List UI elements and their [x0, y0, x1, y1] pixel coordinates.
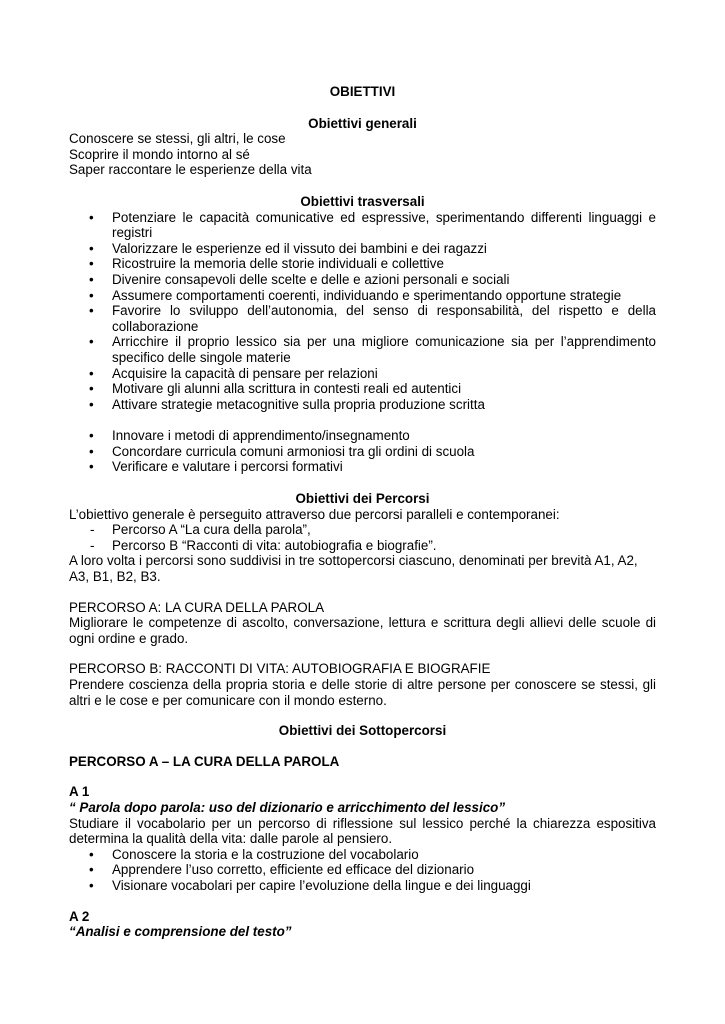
paths-list: [69, 522, 656, 553]
document-title: OBIETTIVI: [329, 84, 396, 99]
path-a-text: Migliorare le competenze di ascolto, conversazione, lettura e scrittura degli allievi delle scuole di ogni ordine e grado.: [69, 615, 656, 646]
transversal-objectives-list: [69, 210, 656, 413]
a2-title: “Analisi e comprensione del testo”: [69, 924, 292, 940]
a1-title: “ Parola dopo parola: uso del dizionario e arricchimento del lessico”: [69, 799, 506, 815]
a1-code: A 1: [69, 784, 90, 800]
list-item: • Valorizzare le esperienze ed il vissuto dei bambini e dei ragazzi: [69, 241, 656, 257]
list-item: • Visionare vocabolari per capire l’evoluzione della lingue e dei linguaggi: [69, 878, 656, 894]
list-item: • Potenziare le capacità comunicative ed espressive, sperimentando differenti linguaggi e registri: [69, 210, 656, 241]
list-item: • Arricchire il proprio lessico sia per una migliore comunicazione sia per l’apprendimento specifico delle singole materie: [69, 334, 656, 365]
general-objective-line: Scoprire il mondo intorno al sé: [69, 146, 250, 162]
list-item: • Ricostruire la memoria delle storie individuali e collettive: [69, 256, 656, 272]
list-item: • Innovare i metodi di apprendimento/insegnamento: [69, 428, 656, 444]
paths-objectives-heading: Obiettivi dei Percorsi: [295, 491, 430, 507]
document-page: [69, 84, 656, 940]
transversal-objectives-list-2: [69, 428, 656, 475]
path-b-title: PERCORSO B: RACCONTI DI VITA: AUTOBIOGRAFIA E BIOGRAFIE: [69, 661, 491, 677]
list-item: • Acquisire la capacità di pensare per relazioni: [69, 366, 656, 382]
list-item: - Percorso A “La cura della parola”,: [69, 522, 656, 538]
list-item: • Apprendere l’uso corretto, efficiente ed efficace del dizionario: [69, 862, 656, 878]
a2-code: A 2: [69, 908, 90, 924]
list-item: • Favorire lo sviluppo dell’autonomia, del senso di responsabilità, del rispetto e della collaborazione: [69, 303, 656, 334]
list-item: • Motivare gli alunni alla scrittura in contesti reali ed autentici: [69, 381, 656, 397]
list-item: • Divenire consapevoli delle scelte e delle e azioni personali e sociali: [69, 272, 656, 288]
list-item: • Assumere comportamenti coerenti, individuando e sperimentando opportune strategie: [69, 288, 656, 304]
general-objectives-heading: Obiettivi generali: [308, 115, 417, 131]
list-item: • Verificare e valutare i percorsi formativi: [69, 459, 656, 475]
subpaths-objectives-heading: Obiettivi dei Sottopercorsi: [278, 723, 447, 739]
transversal-objectives-heading: Obiettivi trasversali: [300, 193, 425, 209]
paths-intro: L’obiettivo generale è perseguito attraverso due percorsi paralleli e contemporanei:: [69, 506, 560, 522]
list-item: • Conoscere la storia e la costruzione del vocabolario: [69, 847, 656, 863]
list-item: - Percorso B “Racconti di vita: autobiografia e biografie”.: [69, 538, 656, 554]
subpath-a-title: PERCORSO A – LA CURA DELLA PAROLA: [69, 753, 340, 769]
general-objective-line: Conoscere se stessi, gli altri, le cose: [69, 131, 286, 147]
path-b-text: Prendere coscienza della propria storia e delle storie di altre persone per conoscere se stessi, gli altri e le cose e per comunicare con il mondo esterno.: [69, 677, 656, 708]
general-objective-line: Saper raccontare le esperienze della vita: [69, 162, 312, 178]
list-item: • Attivare strategie metacognitive sulla propria produzione scritta: [69, 397, 656, 413]
a1-objectives-list: [69, 847, 656, 894]
path-a-title: PERCORSO A: LA CURA DELLA PAROLA: [69, 599, 325, 615]
paths-subdivision-text: A loro volta i percorsi sono suddivisi in tre sottopercorsi ciascuno, denominati per brevità A1, A2, A3, B1, B2, B3.: [69, 553, 638, 585]
list-item: • Concordare curricula comuni armoniosi tra gli ordini di scuola: [69, 444, 656, 460]
a1-text: Studiare il vocabolario per un percorso di riflessione sul lessico perché la chiarezza espositiva determina la qualità della vita: dalle parole al pensiero.: [69, 815, 656, 847]
